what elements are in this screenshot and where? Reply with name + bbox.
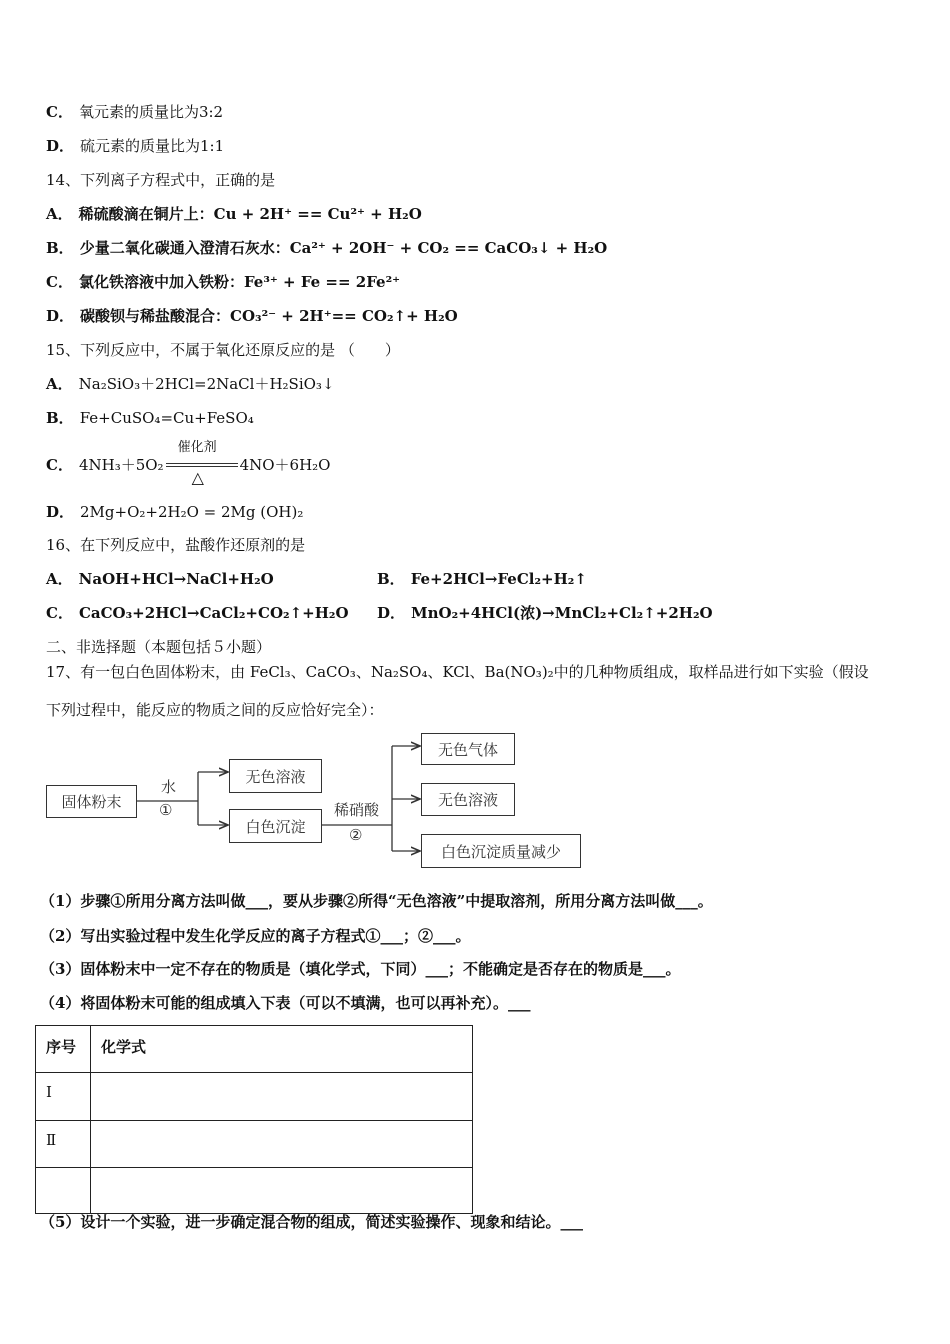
q17-stem-line1: 17、有一包白色固体粉末，由 FeCl₃、CaCO₃、Na₂SO₄、KCl、Ba(NO₃)₂中的几种物质组成，取样品进行如下实验（假设 [46,663,869,681]
option-text: 氧元素的质量比为3:2 [78,103,224,121]
q15-stem: 15、下列反应中，不属于氧化还原反应的是 （ ） [46,341,400,359]
option-label: D． [377,604,406,622]
option-label: D． [46,307,75,325]
option-label: C． [46,103,73,121]
table-header-row [36,1026,473,1073]
option-label: A． [46,205,73,223]
q17-sub2: （2）写出实验过程中发生化学反应的离子方程式①___；②___。 [40,927,471,945]
option-text: Na₂SiO₃＋2HCl=2NaCl＋H₂SiO₃↓ [78,375,335,393]
q17-sub5: （5）设计一个实验，进一步确定混合物的组成，简述实验操作、现象和结论。___ [40,1213,583,1231]
option-label: D． [46,137,75,155]
q14-stem: 14、下列离子方程式中，正确的是 [46,171,276,189]
row-index: Ⅱ [36,1121,91,1168]
option-label: C． [46,456,73,474]
row-formula-cell[interactable] [91,1073,473,1121]
table-row [36,1168,473,1214]
row-formula-cell[interactable] [91,1168,473,1214]
option-text: NaOH+HCl→NaCl+H₂O [78,570,274,588]
equation-left: 4NH₃＋5O₂ [78,456,164,474]
box-white-precipitate: 白色沉淀 [229,809,322,843]
row-index [36,1168,91,1214]
option-text: 2Mg+O₂+2H₂O = 2Mg (OH)₂ [80,503,304,521]
option-label: B． [46,239,74,257]
header-index: 序号 [36,1026,91,1073]
table-row [36,1073,473,1121]
step1-number: ① [159,801,173,819]
heat-symbol: △ [191,468,204,487]
q17-sub4: （4）将固体粉末可能的组成填入下表（可以不填满，也可以再补充）。___ [40,994,531,1012]
q17-stem-line2: 下列过程中，能反应的物质之间的反应恰好完全）： [46,701,384,719]
option-label: C． [46,604,73,622]
q17-sub1: （1）步骤①所用分离方法叫做___，要从步骤②所得“无色溶液”中提取溶剂，所用分离方法叫做___。 [40,892,713,910]
composition-table [35,1025,473,1214]
catalyst-label: 催化剂 [177,440,217,455]
table-row [36,1121,473,1168]
section-heading: 二、非选择题（本题包括５小题） [46,638,272,656]
box-solid-powder: 固体粉末 [46,785,137,818]
header-formula: 化学式 [91,1026,473,1073]
row-formula-cell[interactable] [91,1121,473,1168]
row-index: Ⅰ [36,1073,91,1121]
option-text: 硫元素的质量比为1:1 [80,137,225,155]
option-text: 碳酸钡与稀盐酸混合：CO₃²⁻ + 2H⁺== CO₂↑+ H₂O [80,307,458,325]
step2-number: ② [349,826,363,844]
q16-stem: 16、在下列反应中，盐酸作还原剂的是 [46,536,306,554]
box-precipitate-decrease: 白色沉淀质量减少 [421,834,581,868]
box-colorless-solution-1: 无色溶液 [229,759,322,793]
option-text: 少量二氧化碳通入澄清石灰水：Ca²⁺ + 2OH⁻ + CO₂ == CaCO₃↓ + H₂O [79,239,608,257]
box-colorless-solution-2: 无色溶液 [421,783,515,816]
step1-reagent: 水 [161,778,177,796]
option-text: Fe+2HCl→FeCl₂+H₂↑ [410,570,587,588]
option-label: B． [46,409,74,427]
option-text: 氯化铁溶液中加入铁粉：Fe³⁺ + Fe == 2Fe²⁺ [78,273,401,291]
option-label: D． [46,503,75,521]
option-label: B． [377,570,405,588]
equation-right: 4NO＋6H₂O [239,456,331,474]
option-text: CaCO₃+2HCl→CaCl₂+CO₂↑+H₂O [78,604,349,622]
option-text: MnO₂+4HCl(浓)→MnCl₂+Cl₂↑+2H₂O [411,604,713,622]
option-text: 稀硫酸滴在铜片上：Cu + 2H⁺ == Cu²⁺ + H₂O [78,205,422,223]
option-label: A． [46,375,73,393]
step2-reagent: 稀硝酸 [334,801,380,819]
q17-sub3: （3）固体粉末中一定不存在的物质是（填化学式，下同）___；不能确定是否存在的物质是___。 [40,960,681,978]
option-label: C． [46,273,73,291]
option-text: Fe+CuSO₄=Cu+FeSO₄ [79,409,254,427]
box-colorless-gas: 无色气体 [421,733,515,765]
option-label: A． [46,570,73,588]
